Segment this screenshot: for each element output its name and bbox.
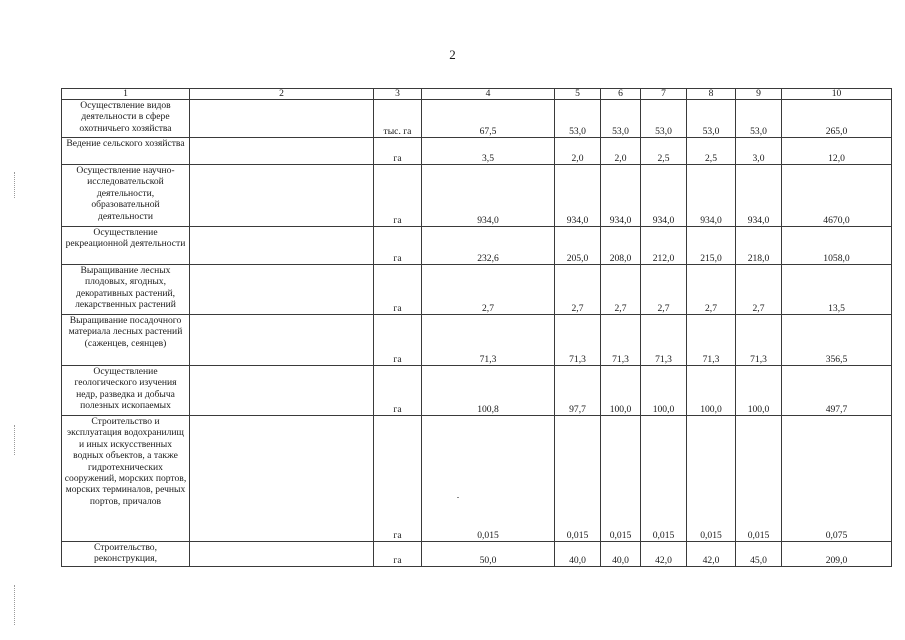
- value-cell: 100,8: [422, 366, 555, 416]
- value-cell: 71,3: [601, 315, 641, 366]
- blank-cell: [190, 165, 374, 227]
- value-cell: 71,3: [687, 315, 736, 366]
- value-cell: 2,7: [422, 265, 555, 315]
- value-cell: 71,3: [736, 315, 782, 366]
- value-cell: 40,0: [601, 542, 641, 567]
- value-cell: 2,5: [641, 138, 687, 165]
- table-row: [62, 315, 892, 366]
- value-cell: 934,0: [687, 165, 736, 227]
- value-cell: 2,7: [555, 265, 601, 315]
- margin-dots-bottom: [14, 585, 16, 625]
- value-cell: 100,0: [736, 366, 782, 416]
- value-cell: 71,3: [555, 315, 601, 366]
- activity-name: Осуществление видов деятельности в сфере охотничьего хозяйства: [62, 100, 190, 138]
- value-cell: 97,7: [555, 366, 601, 416]
- value-cell: 45,0: [736, 542, 782, 567]
- unit-cell: га: [374, 416, 422, 542]
- value-cell: 12,0: [782, 138, 892, 165]
- table-row: [62, 227, 892, 265]
- value-cell: 0,015: [641, 416, 687, 542]
- value-cell: 100,0: [641, 366, 687, 416]
- activity-name: Выращивание посадочного материала лесных растений (саженцев, сеянцев): [62, 315, 190, 366]
- table-row: [62, 366, 892, 416]
- table-row: [62, 165, 892, 227]
- activity-name: Ведение сельского хозяйства: [62, 138, 190, 165]
- value-cell: 67,5: [422, 100, 555, 138]
- activity-name: Выращивание лесных плодовых, ягодных, декоративных растений, лекарственных растений: [62, 265, 190, 315]
- value-cell: 100,0: [601, 366, 641, 416]
- value-cell: 208,0: [601, 227, 641, 265]
- blank-cell: [190, 265, 374, 315]
- unit-cell: га: [374, 165, 422, 227]
- value-cell: 934,0: [601, 165, 641, 227]
- value-cell: 4670,0: [782, 165, 892, 227]
- value-cell: 3,0: [736, 138, 782, 165]
- blank-cell: [190, 366, 374, 416]
- unit-cell: тыс. га: [374, 100, 422, 138]
- value-cell: 3,5: [422, 138, 555, 165]
- value-cell: 0,015: [736, 416, 782, 542]
- unit-cell: га: [374, 227, 422, 265]
- header-cell: 6: [601, 89, 641, 100]
- value-cell: 934,0: [736, 165, 782, 227]
- header-cell: 9: [736, 89, 782, 100]
- value-cell: 0,015: [422, 416, 555, 542]
- value-cell: 356,5: [782, 315, 892, 366]
- blank-cell: [190, 315, 374, 366]
- header-cell: 3: [374, 89, 422, 100]
- value-cell: 100,0: [687, 366, 736, 416]
- value-cell: 2,7: [736, 265, 782, 315]
- blank-cell: [190, 416, 374, 542]
- value-cell: 53,0: [555, 100, 601, 138]
- value-cell: 218,0: [736, 227, 782, 265]
- table-row: [62, 542, 892, 567]
- value-cell: 53,0: [641, 100, 687, 138]
- value-cell: 205,0: [555, 227, 601, 265]
- value-cell: 265,0: [782, 100, 892, 138]
- value-cell: 212,0: [641, 227, 687, 265]
- value-cell: 13,5: [782, 265, 892, 315]
- header-cell: 10: [782, 89, 892, 100]
- header-cell: 4: [422, 89, 555, 100]
- blank-cell: [190, 227, 374, 265]
- value-cell: 2,7: [641, 265, 687, 315]
- value-cell: 2,7: [687, 265, 736, 315]
- value-cell: 1058,0: [782, 227, 892, 265]
- header-cell: 2: [190, 89, 374, 100]
- activity-name: Строительство, реконструкция,: [62, 542, 190, 567]
- table-row: [62, 416, 892, 542]
- activity-name: Осуществление научно-исследовательской деятельности, образовательной деятельности: [62, 165, 190, 227]
- value-cell: 71,3: [422, 315, 555, 366]
- header-cell: 5: [555, 89, 601, 100]
- value-cell: 71,3: [641, 315, 687, 366]
- value-cell: 0,015: [601, 416, 641, 542]
- value-cell: 0,015: [687, 416, 736, 542]
- table-row: [62, 138, 892, 165]
- header-cell: 8: [687, 89, 736, 100]
- value-cell: 934,0: [422, 165, 555, 227]
- value-cell: 0,075: [782, 416, 892, 542]
- value-cell: 53,0: [687, 100, 736, 138]
- value-cell: 215,0: [687, 227, 736, 265]
- value-cell: 53,0: [736, 100, 782, 138]
- value-cell: 497,7: [782, 366, 892, 416]
- value-cell: 53,0: [601, 100, 641, 138]
- activity-name: Осуществление рекреационной деятельности: [62, 227, 190, 265]
- forest-use-table: [61, 88, 892, 567]
- value-cell: 2,7: [601, 265, 641, 315]
- value-cell: 42,0: [641, 542, 687, 567]
- header-row: [62, 89, 892, 100]
- value-cell: 2,0: [555, 138, 601, 165]
- value-cell: 0,015: [555, 416, 601, 542]
- value-cell: 934,0: [641, 165, 687, 227]
- activity-name: Осуществление геологического изучения недр, разведка и добыча полезных ископаемых: [62, 366, 190, 416]
- margin-dots-top: [14, 172, 16, 198]
- value-cell: 40,0: [555, 542, 601, 567]
- value-cell: 42,0: [687, 542, 736, 567]
- activity-name: Строительство и эксплуатация водохранилищ и иных искусственных водных объектов, а также гидротехнических сооружений, морских портов, морских терминалов, речных портов, причалов: [62, 416, 190, 542]
- unit-cell: га: [374, 366, 422, 416]
- value-cell: 232,6: [422, 227, 555, 265]
- value-cell: 209,0: [782, 542, 892, 567]
- table-row: [62, 100, 892, 138]
- page-number: 2: [449, 47, 456, 62]
- value-cell: 2,5: [687, 138, 736, 165]
- unit-cell: га: [374, 138, 422, 165]
- unit-cell: га: [374, 315, 422, 366]
- value-cell: 934,0: [555, 165, 601, 227]
- value-cell: 2,0: [601, 138, 641, 165]
- header-cell: 7: [641, 89, 687, 100]
- unit-cell: га: [374, 265, 422, 315]
- header-cell: 1: [62, 89, 190, 100]
- table-row: [62, 265, 892, 315]
- blank-cell: [190, 138, 374, 165]
- margin-dots-middle: [14, 425, 16, 455]
- value-cell: 50,0: [422, 542, 555, 567]
- unit-cell: га: [374, 542, 422, 567]
- blank-cell: [190, 542, 374, 567]
- blank-cell: [190, 100, 374, 138]
